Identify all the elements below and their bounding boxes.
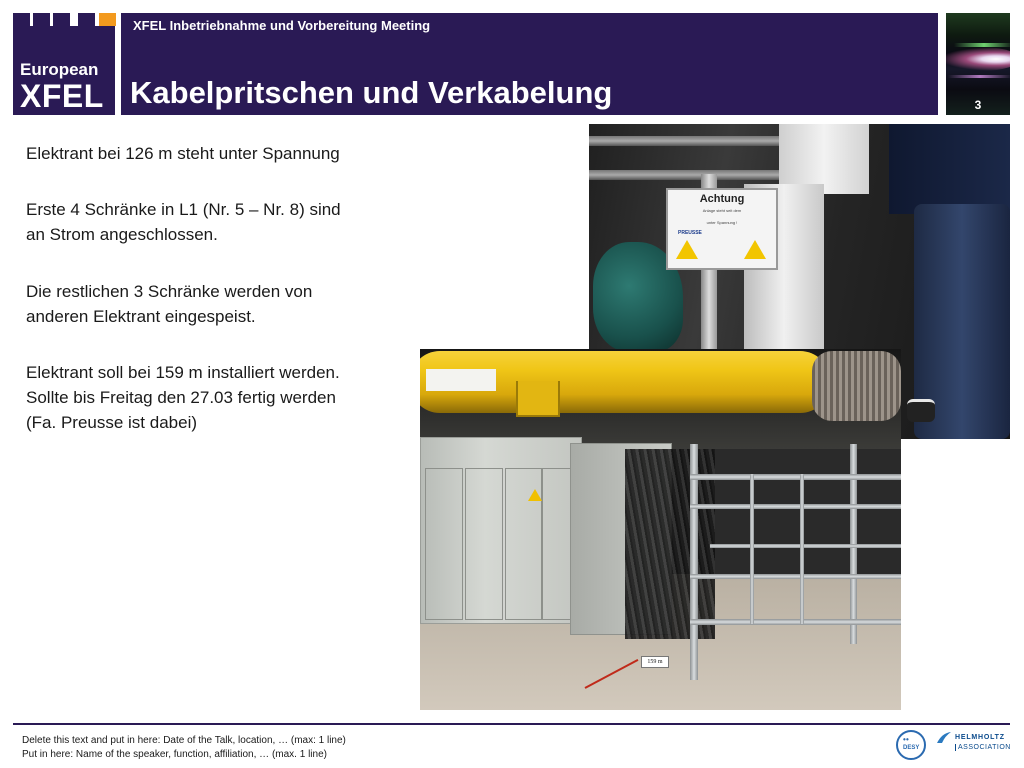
helmholtz-logo-mark (936, 731, 952, 745)
logo-text-xfel: XFEL (20, 78, 104, 114)
bullet-2-line-2: an Strom angeschlossen. (26, 225, 218, 244)
desy-logo-dots: • • (903, 735, 908, 744)
distance-marker-159m: 159 m (641, 656, 669, 668)
logo-square-3 (53, 13, 70, 26)
bullet-4-line-1: Elektrant soll bei 159 m installiert werden. (26, 363, 340, 382)
duct-flexible-end (812, 351, 901, 421)
bullet-2-line-1: Erste 4 Schränke in L1 (Nr. 5 – Nr. 8) sind (26, 200, 341, 219)
person-jacket (889, 124, 1010, 214)
bullet-3-line-2: anderen Elektrant eingespeist. (26, 307, 256, 326)
bullet-4 (26, 360, 406, 435)
warning-sign-brand: PREUSSE (678, 230, 702, 236)
meeting-title: XFEL Inbetriebnahme und Vorbereitung Meeting (133, 18, 431, 33)
warning-sign (666, 188, 778, 270)
bullet-1 (26, 141, 340, 166)
electrical-cabinets (420, 437, 582, 624)
cabinet-warning-icon (528, 489, 542, 501)
desy-logo-text: DESY (903, 745, 920, 751)
metal-scaffold (690, 444, 901, 680)
bullet-3 (26, 279, 406, 329)
page-number: 3 (974, 98, 982, 112)
bullet-3-line-1: Die restlichen 3 Schränke werden von (26, 282, 313, 301)
logo-square-2 (33, 13, 50, 26)
logo-text-european: European (20, 60, 99, 79)
photo-tunnel-cabinets-and-scaffold (420, 349, 901, 710)
person-shoe (907, 399, 935, 422)
helmholtz-logo-text: HELMHOLTZ (955, 734, 1005, 741)
bullet-1-text: Elektrant bei 126 m steht unter Spannung (26, 144, 340, 163)
footer-divider (13, 723, 1010, 725)
warning-sign-title: Achtung (699, 193, 745, 205)
logo-square-orange (99, 13, 116, 26)
bullet-4-line-2: Sollte bis Freitag den 27.03 fertig werden (26, 388, 336, 407)
footer-line-2: Put in here: Name of the speaker, function, affiliation, … (max. 1 line) (22, 749, 327, 760)
warning-sign-line-1: Anlage steht seit dem (702, 208, 742, 213)
footer-line-1: Delete this text and put in here: Date of the Talk, location, … (max: 1 line) (22, 735, 346, 746)
warning-sign-line-2: unter Spannung ! (706, 220, 738, 225)
voltage-warning-icon (676, 240, 698, 259)
voltage-warning-icon (744, 240, 766, 259)
logo-square-1 (13, 13, 30, 26)
logo-square-4 (78, 13, 95, 26)
helmholtz-association-text: ASSOCIATION (955, 744, 1011, 751)
slide-title: Kabelpritschen und Verkabelung (130, 75, 613, 110)
bullet-4-line-3: (Fa. Preusse ist dabei) (26, 413, 198, 432)
bullet-2 (26, 197, 406, 247)
